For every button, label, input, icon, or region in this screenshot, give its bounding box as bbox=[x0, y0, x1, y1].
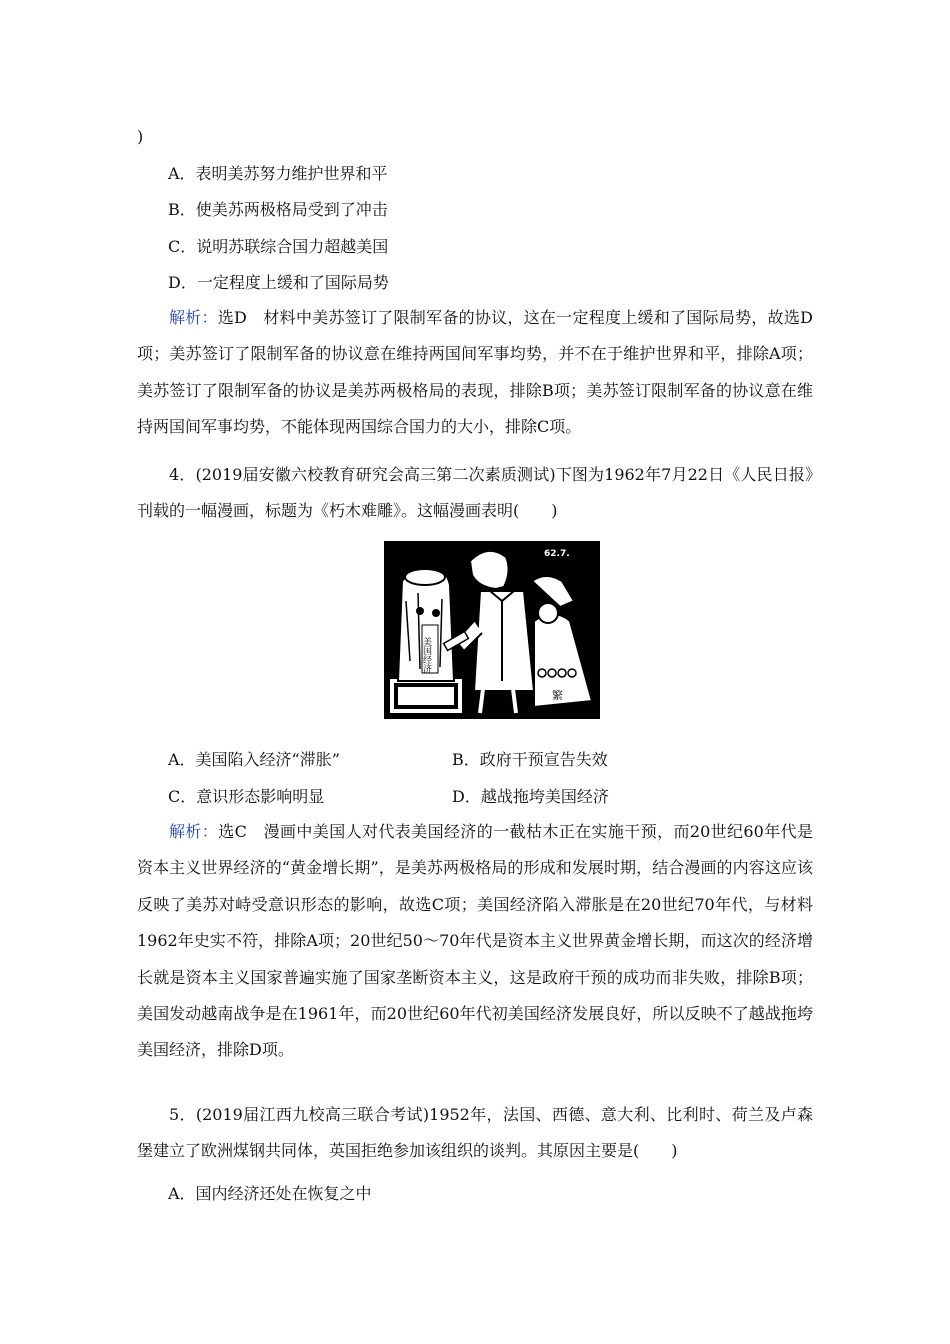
cartoon-stump-label: 美国经济 bbox=[421, 637, 431, 673]
q4-option-b: B．政府干预宣告失效 bbox=[452, 750, 608, 769]
q3-option-a: A．表明美苏努力维护世界和平 bbox=[168, 164, 388, 183]
q3-option-c: C．说明苏联综合国力超越美国 bbox=[168, 237, 389, 256]
q3-option-d: D．一定程度上缓和了国际局势 bbox=[168, 273, 389, 292]
q3-option-b: B．使美苏两极格局受到了冲击 bbox=[168, 200, 388, 219]
q4-option-c: C．意识形态影响明显 bbox=[168, 787, 325, 806]
q3-analysis-text: 选D 材料中美苏签订了限制军备的协议，这在一定程度上缓和了国际局势，故选D项；美苏签订了限制军备的协议意在维持两国间军事均势，并不在于维护世界和平，排除A项；美苏签订了限制军备的协议是美苏两极格局的表现，排除B项；美苏签订限制军备的协议意在维持两国间军事均势，不能体现两国综合国力的大小，排除C项。 bbox=[137, 308, 813, 437]
q5-stem: 5．(2019届江西九校高三联合考试)1952年，法国、西德、意大利、比利时、荷兰及卢森堡建立了欧洲煤钢共同体，英国拒绝参加该组织的谈判。其原因主要是( ) bbox=[137, 1105, 813, 1161]
q3-analysis bbox=[137, 300, 813, 446]
q4-analysis bbox=[137, 814, 813, 1069]
q3-analysis-label: 解析： bbox=[169, 308, 218, 327]
cartoon-date-mark: 62.7. bbox=[544, 549, 570, 559]
q4-analysis-text: 选C 漫画中美国人对代表美国经济的一截枯木正在实施干预，而20世纪60年代是资本主义世界经济的“黄金增长期”，是美苏两极格局的形成和发展时期，结合漫画的内容这应该反映了美苏对峙受意识形态的影响，故选C项；美国经济陷入滞胀是在20世纪70年代，与材料1962年史实不符，排除A项；20世纪50～70年代是资本主义世界黄金增长期，而这次的经济增长就是资本主义国家普遍实施了国家垄断资本主义，这是政府干预的成功而非失败，排除B项；美国发动越南战争是在1961年，而20世纪60年代初美国经济发展良好，所以反映不了越战拖垮美国经济，排除D项。 bbox=[137, 822, 813, 1060]
cartoon-illustration bbox=[384, 541, 600, 719]
q3-stem-tail: ) bbox=[137, 127, 144, 146]
q4-analysis-label: 解析： bbox=[169, 822, 219, 841]
cartoon-image bbox=[384, 541, 600, 719]
q5-option-a: A．国内经济还处在恢复之中 bbox=[168, 1184, 372, 1203]
q4-option-a: A．美国陷入经济“滞胀” bbox=[168, 750, 340, 769]
q4-stem: 4．(2019届安徽六校教育研究会高三第二次素质测试)下图为1962年7月22日《人民日报》刊载的一幅漫画，标题为《朽木难雕》。这幅漫画表明( ) bbox=[137, 465, 813, 521]
q4-option-d: D．越战拖垮美国经济 bbox=[452, 787, 609, 806]
cartoon-figure-label: 繁 bbox=[552, 689, 563, 702]
